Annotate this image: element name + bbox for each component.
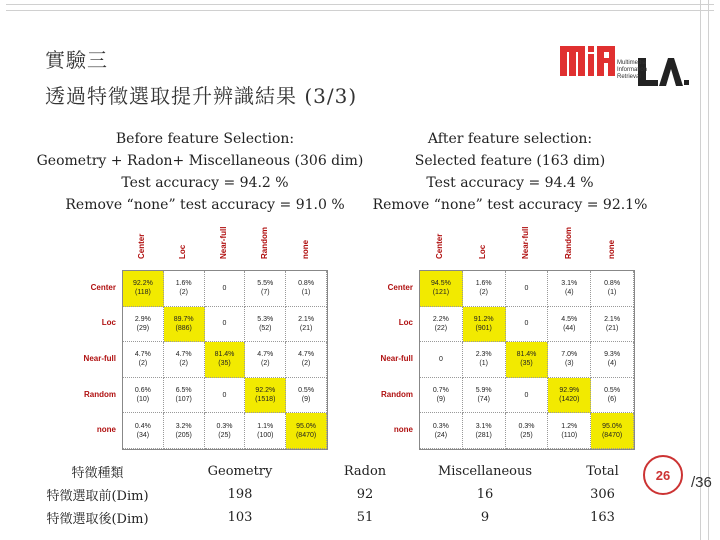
matrix-cell-count: (3): [565, 360, 574, 368]
after-accuracy: Test accuracy = 94.4 %: [426, 175, 594, 191]
matrix-cell: [286, 271, 327, 307]
matrix-cell: [548, 307, 591, 343]
matrix-cell: [548, 342, 591, 378]
mirlab-logo: [560, 40, 690, 96]
table-cell: 9: [480, 510, 490, 525]
matrix-cell-percent: 89.7%: [173, 315, 194, 323]
matrix-column-label: [478, 222, 492, 268]
matrix-row-label: Center: [387, 282, 413, 292]
matrix-grid: [122, 270, 328, 450]
matrix-cell: [164, 413, 205, 449]
slide-title-line1: 實驗三: [45, 48, 108, 72]
matrix-cell-diagonal: [123, 271, 164, 307]
matrix-row-label: none: [96, 425, 116, 435]
matrix-cell: [205, 307, 246, 343]
matrix-cell-percent: 92.2%: [255, 387, 276, 395]
matrix-cell-percent: 3.2%: [175, 422, 192, 430]
matrix-cell-count: (107): [175, 396, 192, 404]
matrix-cell-percent: 1.1%: [257, 422, 274, 430]
table-cell: 92: [356, 487, 374, 502]
matrix-cell-count: (2): [301, 360, 311, 368]
table-header-cell: Geometry: [207, 464, 273, 479]
matrix-cell-count: (35): [520, 360, 533, 368]
matrix-cell-percent: 2.1%: [604, 315, 621, 323]
matrix-cell-percent: 0.8%: [604, 280, 621, 288]
matrix-cell-count: (74): [477, 396, 490, 404]
matrix-cell: [591, 342, 634, 378]
confusion-matrix-after: [375, 220, 635, 450]
matrix-cell-percent: 0: [222, 284, 227, 292]
table-row: [20, 506, 660, 529]
matrix-cell: [205, 271, 246, 307]
matrix-cell-count: (2): [479, 289, 488, 297]
matrix-cell: [420, 413, 463, 449]
matrix-cell: [420, 378, 463, 414]
matrix-cell: [420, 342, 463, 378]
matrix-cell-count: (35): [218, 360, 231, 368]
matrix-cell-count: (4): [565, 289, 574, 297]
matrix-cell-count: (110): [561, 431, 578, 439]
matrix-cell: [506, 413, 549, 449]
matrix-column-label-text: none: [300, 239, 310, 259]
matrix-cell-percent: 94.5%: [430, 280, 451, 288]
before-features: Geometry + Radon+ Miscellaneous (306 dim): [36, 153, 364, 169]
matrix-cell: [205, 378, 246, 414]
matrix-cell-count: (1518): [255, 396, 276, 404]
matrix-cell-percent: 0.3%: [216, 422, 233, 430]
matrix-cell-count: (10): [136, 396, 150, 404]
table-row: [20, 483, 660, 506]
matrix-cell: [591, 378, 634, 414]
table-header-cell: Total: [586, 464, 619, 479]
matrix-cell-count: (886): [175, 324, 192, 332]
matrix-column-label-text: none: [606, 239, 616, 259]
table-cell: 51: [356, 510, 374, 525]
matrix-cell-percent: 0: [438, 355, 443, 363]
matrix-cell-percent: 9.3%: [604, 351, 621, 359]
matrix-grid: [419, 270, 635, 450]
matrix-cell-count: (21): [605, 324, 619, 332]
table-header-cell: Radon: [343, 464, 387, 479]
matrix-cell-diagonal: [164, 307, 205, 343]
matrix-cell-count: (901): [475, 324, 492, 332]
matrix-cell: [286, 342, 327, 378]
matrix-cell-count: (118): [134, 289, 151, 297]
matrix-cell-count: (2): [138, 360, 148, 368]
matrix-cell: [506, 271, 549, 307]
confusion-matrix-before: [78, 220, 328, 450]
table-cell: 特徵選取前(Dim): [46, 489, 149, 504]
matrix-column-label: [607, 222, 621, 268]
matrix-cell-percent: 0.5%: [604, 387, 621, 395]
matrix-column-label-text: Random: [563, 227, 573, 259]
matrix-cell-percent: 5.5%: [257, 280, 274, 288]
frame-line-right-2: [708, 0, 709, 540]
matrix-cell-diagonal: [591, 413, 634, 449]
logo-line2: Information: [617, 67, 648, 73]
matrix-cell: [123, 413, 164, 449]
table-cell: 306: [590, 487, 615, 502]
matrix-cell-percent: 0: [524, 320, 529, 328]
matrix-cell-percent: 92.9%: [559, 387, 580, 395]
table-header-cell: Miscellaneous: [437, 464, 533, 479]
matrix-column-label-text: Loc: [478, 244, 488, 259]
matrix-cell: [548, 271, 591, 307]
page-number-badge: 26: [643, 455, 683, 495]
matrix-cell: [245, 413, 286, 449]
matrix-cell-count: (24): [434, 431, 448, 439]
matrix-cell: [245, 271, 286, 307]
matrix-row-label: Loc: [101, 318, 116, 328]
matrix-column-label: [301, 222, 315, 268]
frame-line-right: [700, 0, 701, 540]
matrix-cell-percent: 2.2%: [432, 315, 449, 323]
matrix-cell-percent: 0: [524, 284, 529, 292]
feature-dimension-table: [20, 460, 660, 529]
after-heading: After feature selection:: [427, 131, 593, 147]
matrix-column-label-text: Near-full: [521, 226, 530, 259]
matrix-cell-percent: 2.9%: [134, 315, 151, 323]
table-header-cell: 特徵種類: [71, 466, 124, 481]
matrix-cell-percent: 3.1%: [561, 280, 578, 288]
matrix-cell-percent: 2.1%: [298, 315, 315, 323]
matrix-cell-count: (21): [299, 324, 313, 332]
matrix-cell-count: (25): [218, 431, 231, 439]
frame-line-top-2: [6, 10, 714, 11]
matrix-cell-count: (1): [301, 289, 311, 297]
matrix-cell-percent: 4.7%: [298, 351, 315, 359]
matrix-cell-percent: 7.0%: [561, 351, 578, 359]
matrix-column-label-text: Random: [259, 227, 269, 259]
matrix-cell-count: (7): [261, 289, 270, 297]
matrix-cell-count: (281): [475, 431, 492, 439]
matrix-column-label: [521, 222, 535, 268]
matrix-cell-count: (34): [136, 431, 150, 439]
page-total: /36: [691, 474, 712, 491]
matrix-cell: [286, 307, 327, 343]
matrix-row-label: Center: [90, 282, 116, 292]
matrix-cell-count: (4): [607, 360, 617, 368]
matrix-cell-count: (100): [257, 431, 274, 439]
matrix-cell: [463, 413, 506, 449]
matrix-cell-percent: 0: [222, 320, 227, 328]
matrix-row-label: Random: [381, 389, 413, 399]
matrix-cell-count: (9): [301, 396, 311, 404]
matrix-cell-percent: 0.6%: [134, 387, 151, 395]
matrix-cell: [245, 342, 286, 378]
before-remove-none: Remove “none” test accuracy = 91.0 %: [65, 197, 345, 213]
matrix-cell: [506, 307, 549, 343]
logo-line3: Retrieval: [617, 74, 641, 80]
matrix-cell-count: (9): [436, 396, 446, 404]
matrix-cell-percent: 92.2%: [132, 280, 153, 288]
matrix-column-label: [219, 222, 233, 268]
matrix-column-label-text: Center: [137, 233, 147, 259]
matrix-cell-percent: 0.5%: [298, 387, 315, 395]
matrix-row-label: Random: [84, 389, 116, 399]
matrix-cell-count: (121): [432, 289, 450, 297]
frame-line-top: [6, 4, 714, 5]
matrix-cell-count: (22): [434, 324, 448, 332]
matrix-cell: [164, 342, 205, 378]
matrix-cell-percent: 4.7%: [175, 351, 192, 359]
matrix-cell-count: (8470): [295, 431, 317, 439]
matrix-cell: [164, 271, 205, 307]
matrix-cell-count: (6): [607, 396, 617, 404]
matrix-cell: [463, 378, 506, 414]
matrix-cell-count: (2): [179, 289, 188, 297]
matrix-column-label: [564, 222, 578, 268]
matrix-cell: [591, 307, 634, 343]
table-cell: 163: [590, 510, 615, 525]
matrix-cell-percent: 95.0%: [296, 422, 317, 430]
matrix-cell-diagonal: [506, 342, 549, 378]
after-remove-none: Remove “none” test accuracy = 92.1%: [372, 197, 648, 213]
matrix-cell-percent: 0.4%: [134, 422, 151, 430]
matrix-cell-percent: 2.3%: [475, 351, 492, 359]
before-heading: Before feature Selection:: [115, 131, 295, 147]
matrix-cell-percent: 0.3%: [518, 422, 535, 430]
matrix-cell: [548, 413, 591, 449]
matrix-row-label: Loc: [398, 318, 413, 328]
matrix-cell-percent: 4.5%: [561, 315, 578, 323]
matrix-cell-diagonal: [205, 342, 246, 378]
after-heading-block: [370, 128, 650, 216]
matrix-cell: [463, 342, 506, 378]
table-cell: 198: [227, 487, 253, 502]
table-cell: 16: [476, 487, 494, 502]
matrix-column-label: [260, 222, 274, 268]
matrix-cell-diagonal: [463, 307, 506, 343]
matrix-cell-percent: 1.2%: [561, 422, 578, 430]
matrix-cell-count: (44): [563, 324, 576, 332]
matrix-column-label-text: Center: [435, 233, 445, 259]
matrix-cell-percent: 5.3%: [257, 315, 274, 323]
matrix-cell-percent: 0: [524, 391, 529, 399]
matrix-cell-percent: 3.1%: [475, 422, 492, 430]
matrix-cell-count: (1): [607, 289, 617, 297]
matrix-cell-percent: 0: [222, 391, 227, 399]
matrix-cell-percent: 81.4%: [214, 351, 235, 359]
matrix-cell-percent: 5.9%: [475, 387, 492, 395]
matrix-cell-diagonal: [245, 378, 286, 414]
matrix-column-label-text: Loc: [178, 244, 188, 259]
matrix-cell-count: (29): [136, 324, 150, 332]
matrix-cell-percent: 0.7%: [432, 387, 449, 395]
matrix-column-label-text: Near-full: [219, 226, 228, 259]
matrix-column-label: [137, 222, 151, 268]
before-heading-block: [36, 128, 370, 216]
matrix-cell-count: (52): [259, 324, 272, 332]
matrix-row-label: Near-full: [83, 354, 116, 363]
matrix-cell-count: (25): [520, 431, 533, 439]
matrix-cell: [591, 271, 634, 307]
matrix-cell: [123, 342, 164, 378]
table-cell: 103: [227, 510, 253, 525]
matrix-cell-count: (2): [261, 360, 270, 368]
matrix-cell: [463, 271, 506, 307]
matrix-cell-diagonal: [286, 413, 327, 449]
matrix-cell: [123, 378, 164, 414]
matrix-cell: [123, 307, 164, 343]
matrix-cell-diagonal: [420, 271, 463, 307]
matrix-cell-percent: 4.7%: [257, 351, 274, 359]
logo-line1: Multimedia: [617, 60, 647, 66]
matrix-cell-percent: 4.7%: [134, 351, 151, 359]
matrix-cell-percent: 81.4%: [516, 351, 537, 359]
matrix-column-label: [435, 222, 449, 268]
matrix-cell-count: (1420): [559, 396, 580, 404]
matrix-cell-percent: 0.8%: [298, 280, 315, 288]
matrix-column-label: [178, 222, 192, 268]
matrix-cell-percent: 1.6%: [475, 280, 492, 288]
matrix-cell-count: (205): [175, 431, 192, 439]
table-header-row: [20, 460, 660, 483]
matrix-cell-percent: 91.2%: [473, 315, 494, 323]
matrix-cell-percent: 95.0%: [602, 422, 623, 430]
table-cell: 特徵選取後(Dim): [46, 512, 149, 527]
matrix-cell: [164, 378, 205, 414]
slide-title-line2: 透過特徵選取提升辨識結果 (3/3): [45, 84, 358, 108]
matrix-row-label: none: [393, 425, 413, 435]
matrix-cell-count: (2): [179, 360, 188, 368]
after-features: Selected feature (163 dim): [414, 153, 606, 169]
before-accuracy: Test accuracy = 94.2 %: [121, 175, 289, 191]
matrix-row-label: Near-full: [380, 354, 413, 363]
matrix-cell: [205, 413, 246, 449]
matrix-cell: [420, 307, 463, 343]
matrix-cell-percent: 0.3%: [432, 422, 449, 430]
matrix-cell: [245, 307, 286, 343]
matrix-cell-percent: 1.6%: [175, 280, 192, 288]
matrix-cell-percent: 6.5%: [175, 387, 192, 395]
matrix-cell: [286, 378, 327, 414]
matrix-cell: [506, 378, 549, 414]
matrix-cell-diagonal: [548, 378, 591, 414]
matrix-cell-count: (8470): [601, 431, 623, 439]
matrix-cell-count: (1): [479, 360, 488, 368]
